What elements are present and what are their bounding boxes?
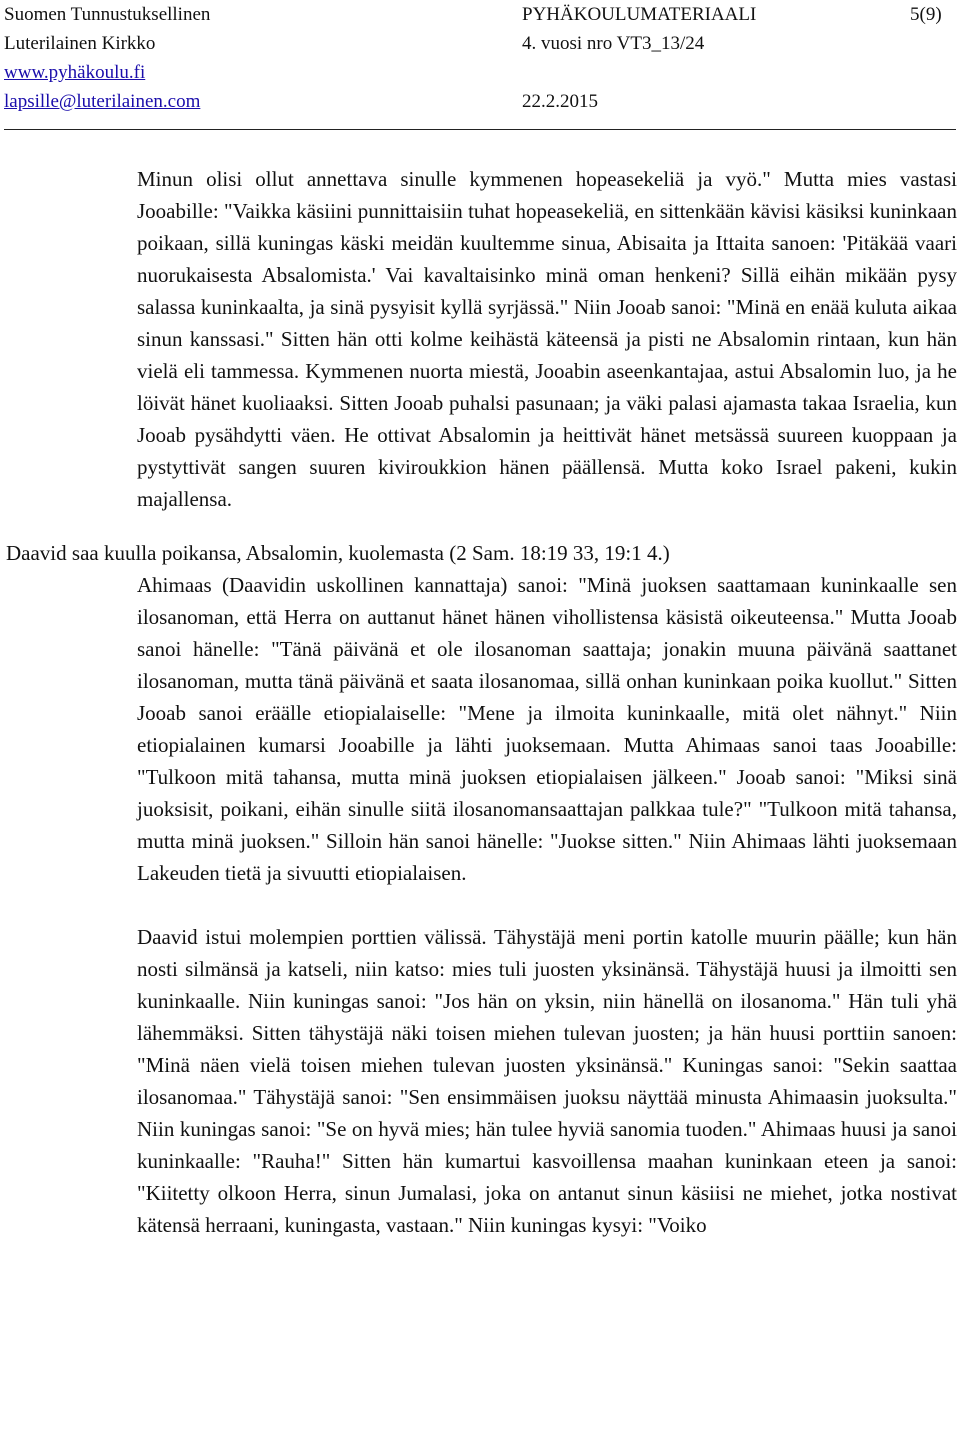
section-heading: Daavid saa kuulla poikansa, Absalomin, kuolemasta (2 Sam. 18:19 33, 19:1 4.) — [6, 541, 670, 565]
body-paragraph-2: Ahimaas (Daavidin uskollinen kannattaja) sanoi: "Minä juoksen saattamaan kuninkaalle sen ilosanoman, että Herra on auttanut hänet hänen vihollistensa käsistä oikeuteensa." Mutta Jooab sanoi hänelle: "Tänä päivänä et ole ilosanoman saattaja; jonakin muuna päivänä saattanet ilosanoman, mutta tänä päivänä et saata ilosanomaa, sillä onhan kuninkaan poika kuollut." Sitten Jooab sanoi eräälle etiopialaiselle: "Mene ja ilmoita kuninkaalle, mitä olet nähnyt." Niin etiopialainen kumarsi Jooabille ja lähti juoksemaan. Mutta Ahimaas sanoi taas Jooabille: "Tulkoon mitä tahansa, mutta minä juoksen etiopialaisen jälkeen." Jooab sanoi: "Miksi sinä juoksisit, poikani, eihän sinulle siitä ilosanomansaattajan palkkaa tule?" "Tulkoon mitä tahansa, mutta minä juoksen." Silloin hän sanoi hänelle: "Juokse sitten." Niin Ahimaas lähti juoksemaan Lakeuden tietä ja sivuutti etiopialaisen. — [137, 573, 957, 885]
org-name-line-1: Suomen Tunnustuksellinen — [4, 4, 211, 25]
header-row-3 — [4, 58, 956, 87]
document-date: 22.2.2015 — [522, 91, 598, 112]
header-row-1 — [4, 0, 956, 29]
org-name-line-2: Luterilainen Kirkko — [4, 33, 156, 54]
document-body — [0, 163, 960, 1241]
header-row-2 — [4, 29, 956, 58]
body-paragraph-1: Minun olisi ollut annettava sinulle kymmenen hopeasekeliä ja vyö." Mutta mies vastasi Jooabille: "Vaikka käsiini punnittaisiin tuhat hopeasekeliä, en sittenkään kävisi käsiksi kuninkaan poikaan, sillä kuningas käski meidän kuultemme sinua, Abisaita ja Ittaita sanoen: 'Pitäkää vaari nuorukaisesta Absalomista.' Vai kavaltaisinko minä oman henkeni? Sillä eihän mikään pysy salassa kuninkaalta, ja sinä pysyisit kyllä syrjässä." Niin Jooab sanoi: "Minä en enää kuluta aikaa sinun kanssasi." Sitten hän otti kolme keihästä käteensä ja pisti ne Absalomin rintaan, kun hän vielä eli tammessa. Kymmenen nuorta miestä, Jooabin aseenkantajaa, astui Absalomin luo, ja he löivät hänet kuoliaaksi. Sitten Jooab puhalsi pasunaan; ja väki palasi ajamasta takaa Israelia, kun Jooab pysähdytti väen. He ottivat Absalomin ja heittivät hänet metsässä suureen kuoppaan ja pystyttivät sangen suuren kiviroukkion hänen päällensä. Mutta koko Israel pakeni, kukin majallensa. — [137, 167, 957, 511]
page-header — [4, 0, 956, 116]
header-row-4 — [4, 87, 956, 116]
body-paragraph-3: Daavid istui molempien porttien välissä. Tähystäjä meni portin katolle muurin päälle; kun hän nosti silmänsä ja katseli, niin katso: mies tuli juosten yksinänsä. Tähystäjä huusi ja ilmoitti sen kuninkaalle. Niin kuningas sanoi: "Jos hän on yksin, niin hänellä on ilosanoma." Hän tuli yhä lähemmäksi. Sitten tähystäjä näki toisen miehen tulevan juosten; ja hän huusi porttiin sanoen: "Minä näen vielä toisen miehen tulevan juosten yksinänsä." Kuningas sanoi: "Sekin saattaa ilosanomaa." Tähystäjä sanoi: "Sen ensimmäisen juoksu näyttää minusta Ahimaasin juoksulta." Niin kuningas sanoi: "Se on hyvä mies; hän tulee hyviä sanomia tuoden." Ahimaas huusi ja sanoi kuninkaalle: "Rauha!" Sitten hän kumartui kasvoillensa maahan kuninkaan eteen ja sanoi: "Kiitetty olkoon Herra, sinun Jumalasi, joka on antanut sinun käsiisi ne miehet, jotka nostivat kätensä herraani, kuningasta, vastaan." Niin kuningas kysyi: "Voiko — [137, 925, 957, 1237]
website-link[interactable]: www.pyhäkoulu.fi — [4, 62, 146, 83]
page-number: 5(9) — [910, 4, 942, 25]
email-link[interactable]: lapsille@luterilainen.com — [4, 91, 201, 112]
document-type: PYHÄKOULUMATERIAALI — [522, 4, 757, 25]
header-divider — [4, 129, 956, 130]
lesson-code: 4. vuosi nro VT3_13/24 — [522, 33, 705, 54]
